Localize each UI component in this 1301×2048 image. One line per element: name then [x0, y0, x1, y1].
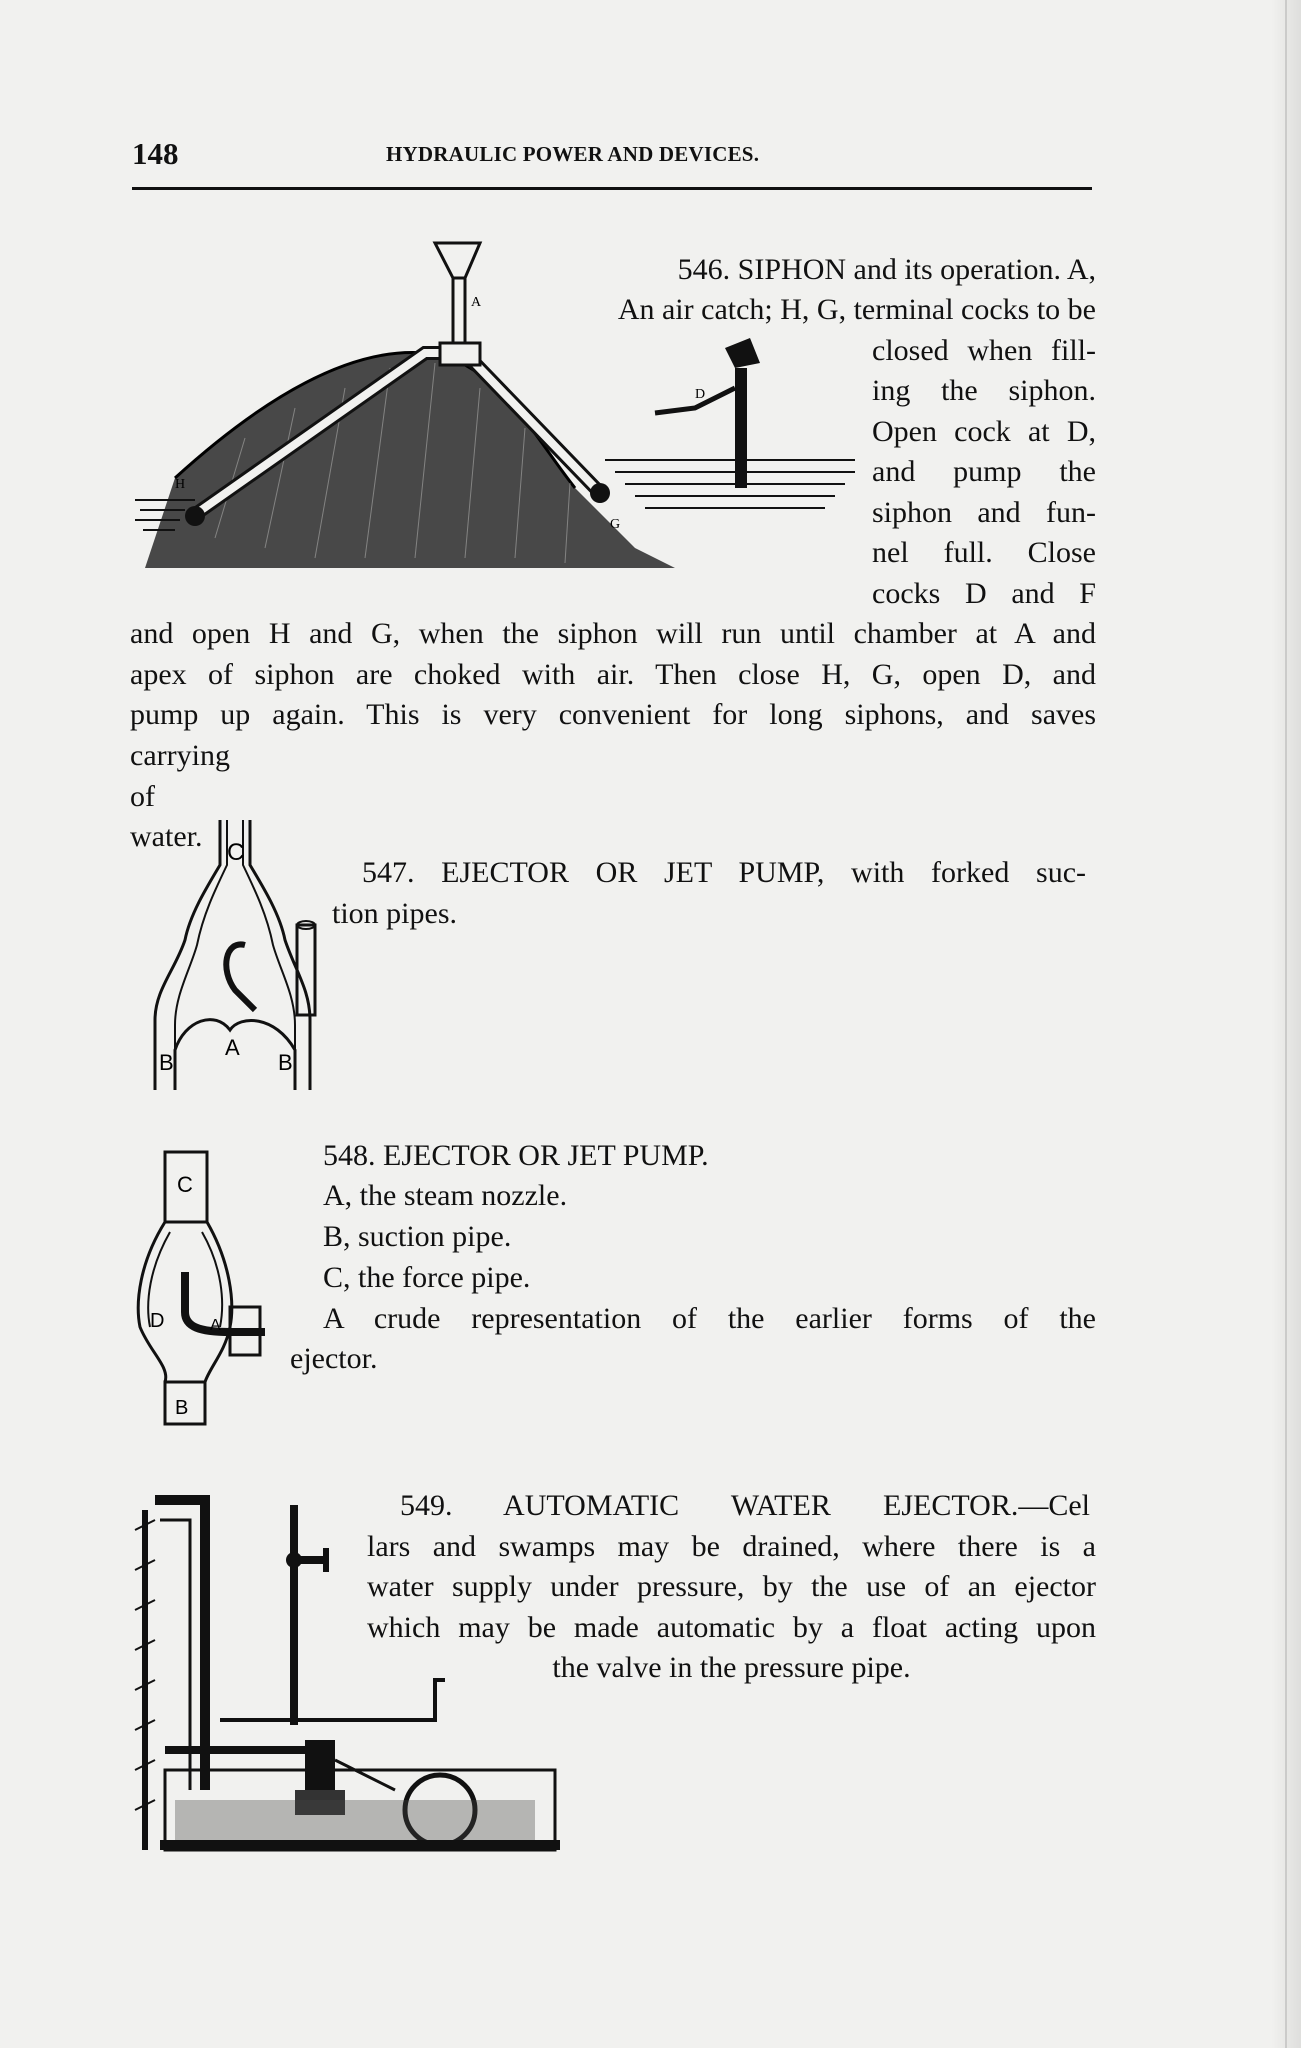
header-rule — [132, 187, 1092, 190]
simple-ejector-illustration — [130, 1152, 270, 1424]
item-546-narrow-5: siphon and fun- — [872, 496, 1096, 529]
forked-ejector-illustration — [145, 820, 325, 1090]
svg-text:C: C — [177, 1172, 193, 1197]
item-549-line-2: lars and swamps may be drained, where there is a — [367, 1530, 1096, 1563]
item-546-narrow-3: Open cock at D, — [872, 415, 1096, 448]
item-546-line-2: An air catch; H, G, terminal cocks to be — [617, 293, 1096, 326]
item-549-line-1: 549. AUTOMATIC WATER EJECTOR.—Cel — [400, 1489, 1090, 1522]
svg-text:C: C — [227, 839, 245, 866]
page-number: 148 — [132, 136, 179, 171]
svg-text:B: B — [159, 1050, 174, 1075]
item-546-full-1: and open H and G, when the siphon will run until chamber at A and — [130, 617, 1096, 650]
item-548-heading: 548. EJECTOR OR JET PUMP. — [323, 1139, 709, 1172]
page-edge — [1285, 0, 1287, 2048]
item-546-line-1: 546. SIPHON and its operation. A, — [677, 253, 1096, 286]
item-546-narrow-6: nel full. Close — [872, 536, 1096, 569]
svg-text:G: G — [610, 517, 621, 532]
svg-text:D: D — [150, 1310, 165, 1332]
svg-text:B: B — [278, 1050, 293, 1075]
item-546-full-3: pump up again. This is very convenient for long siphons, and saves — [130, 698, 1096, 731]
item-546-narrow-1: closed when fill- — [872, 334, 1096, 367]
svg-text:A: A — [210, 1317, 221, 1334]
item-546-last: carrying of water. — [130, 739, 230, 853]
running-title: HYDRAULIC POWER AND DEVICES. — [386, 142, 760, 166]
item-549-last: the valve in the pressure pipe. — [552, 1651, 911, 1684]
svg-text:H: H — [175, 477, 186, 492]
item-546-narrow-2: ing the siphon. — [872, 374, 1096, 407]
item-549-line-3: water supply under pressure, by the use of an ejector — [367, 1570, 1096, 1603]
svg-text:A: A — [471, 295, 482, 310]
item-548-line-a: A, the steam nozzle. — [323, 1179, 568, 1212]
item-548-line-b: B, suction pipe. — [323, 1220, 512, 1253]
item-546-narrow-7: cocks D and F — [872, 577, 1096, 610]
item-548-para-2: ejector. — [290, 1342, 378, 1375]
item-548-line-c: C, the force pipe. — [323, 1261, 531, 1294]
item-549-line-4: which may be made automatic by a float acting upon — [367, 1611, 1096, 1644]
item-546-narrow-4: and pump the — [872, 455, 1096, 488]
item-548-para-1: A crude representation of the earlier forms of the — [323, 1302, 1096, 1335]
item-547-line-2: tion pipes. — [332, 897, 457, 930]
svg-text:D: D — [695, 387, 706, 402]
svg-text:B: B — [175, 1397, 189, 1419]
item-547-line-1: 547. EJECTOR OR JET PUMP, with forked suc- — [362, 856, 1086, 889]
svg-text:A: A — [225, 1035, 240, 1060]
item-546-full-2: apex of siphon are choked with air. Then close H, G, open D, and — [130, 658, 1096, 691]
